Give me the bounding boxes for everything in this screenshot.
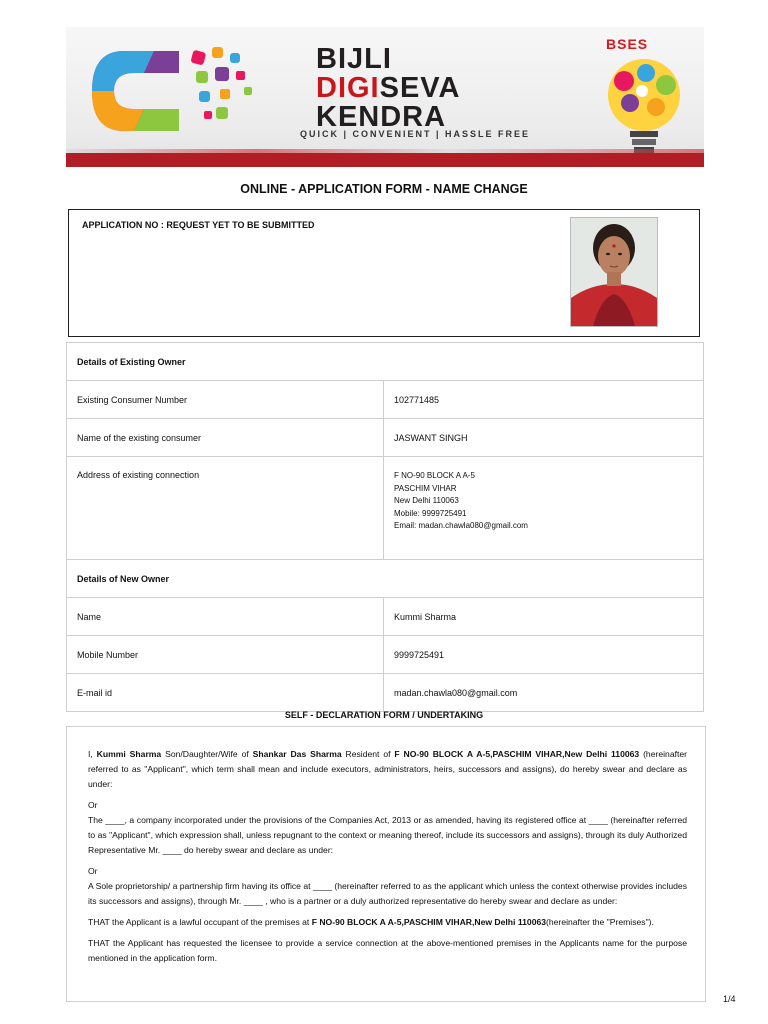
declaration-title: SELF - DECLARATION FORM / UNDERTAKING [284,710,484,720]
consumer-number-value: 102771485 [384,381,704,419]
text-run: (hereinafter referred to as "Applicant", which term shall mean and include executors, administrators, heirs, successors and assigns), do hereby swear and declare as under: [88,749,688,789]
consumer-number-label: Existing Consumer Number [67,381,384,419]
address-line: New Delhi 110063 [394,496,459,505]
text-run: Son/Daughter/Wife of [161,749,253,759]
new-name-label: Name [67,598,384,636]
text-run: (hereinafter the "Premises"). [546,917,654,927]
declaration-paragraph: The ____, a company incorporated under the provisions of the Companies Act, 2013 or as amended, having its registered office at ____ (hereinafter referred to as "Applicant", which expression shall, unless repugnant to the context or meaning thereof, include its successors and assigns), through its duly Authorized Representative Mr. ____ do hereby swear and declare as under: [88,815,687,855]
form-title: ONLINE - APPLICATION FORM - NAME CHANGE [240,182,528,196]
header-banner [66,27,704,167]
premises-address: F NO-90 BLOCK A A-5,PASCHIM VIHAR,New Delhi 110063 [311,917,547,927]
applicant-photo [570,217,658,327]
brand-seva: SEVA [379,72,461,104]
table-row [67,381,704,419]
brand-line-3: KENDRA [316,101,447,133]
existing-name-label: Name of the existing consumer [67,419,384,457]
brand-name [316,45,460,132]
new-name-value: Kummi Sharma [384,598,704,636]
table-section-header [67,343,704,381]
table-section-header [67,560,704,598]
address-line: F NO-90 BLOCK A A-5 [394,471,475,480]
brand-line-1: BIJLI [316,43,392,75]
table-row [67,598,704,636]
address-value [384,457,704,560]
application-number: APPLICATION NO : REQUEST YET TO BE SUBMITTED [82,220,315,230]
parent-name: Shankar Das Sharma [252,749,342,759]
banner-strip [66,153,704,167]
digiseva-logo-icon [84,41,274,141]
declaration-body [66,726,706,1002]
or-separator: Or [88,866,98,876]
declaration-paragraph [88,915,687,930]
table-row [67,636,704,674]
new-owner-heading: Details of New Owner [67,560,704,598]
address-line: PASCHIM VIHAR [394,483,457,493]
mobile-value: 9999725491 [384,636,704,674]
owner-details-table [66,342,704,712]
declaration-paragraph: THAT the Applicant has requested the licensee to provide a service connection at the above-mentioned premises in the Applicants name for the purpose mentioned in the application form. [88,938,687,963]
brand-digi: DIGI [316,72,380,104]
tagline: QUICK | CONVENIENT | HASSLE FREE [300,129,531,139]
text-run: THAT the Applicant is a lawful occupant of the premises at [88,917,312,927]
applicant-name: Kummi Sharma [96,749,162,759]
or-separator: Or [88,800,98,810]
existing-owner-heading: Details of Existing Owner [67,343,704,381]
email-label: E-mail id [67,674,384,712]
mobile-label: Mobile Number [67,636,384,674]
text-run: Resident of [341,749,395,759]
address-line: Email: madan.chawla080@gmail.com [394,521,528,530]
table-row [67,457,704,560]
text-run: I, [88,749,97,759]
application-box [68,209,700,337]
applicant-portrait-icon [571,218,657,326]
existing-name-value: JASWANT SINGH [384,419,704,457]
applicant-address: F NO-90 BLOCK A A-5,PASCHIM VIHAR,New Delhi 110063 [394,749,640,759]
brand-line-2 [316,74,460,103]
table-row [67,419,704,457]
declaration-paragraph: A Sole proprietorship/ a partnership firm having its office at ____ (hereinafter referred to as the applicant which unless the context otherwise provides includes its successors and assigns), through Mr. ____ , who is a partner or a duly authorized representative do hereby swear and declare as under: [88,881,687,906]
page-number: 1/4 [723,994,736,1004]
table-row [67,674,704,712]
declaration-paragraph [88,747,687,792]
address-label: Address of existing connection [67,457,384,560]
bses-logo: BSES [606,36,649,52]
address-line: Mobile: 9999725491 [394,508,467,518]
email-value: madan.chawla080@gmail.com [384,674,704,712]
